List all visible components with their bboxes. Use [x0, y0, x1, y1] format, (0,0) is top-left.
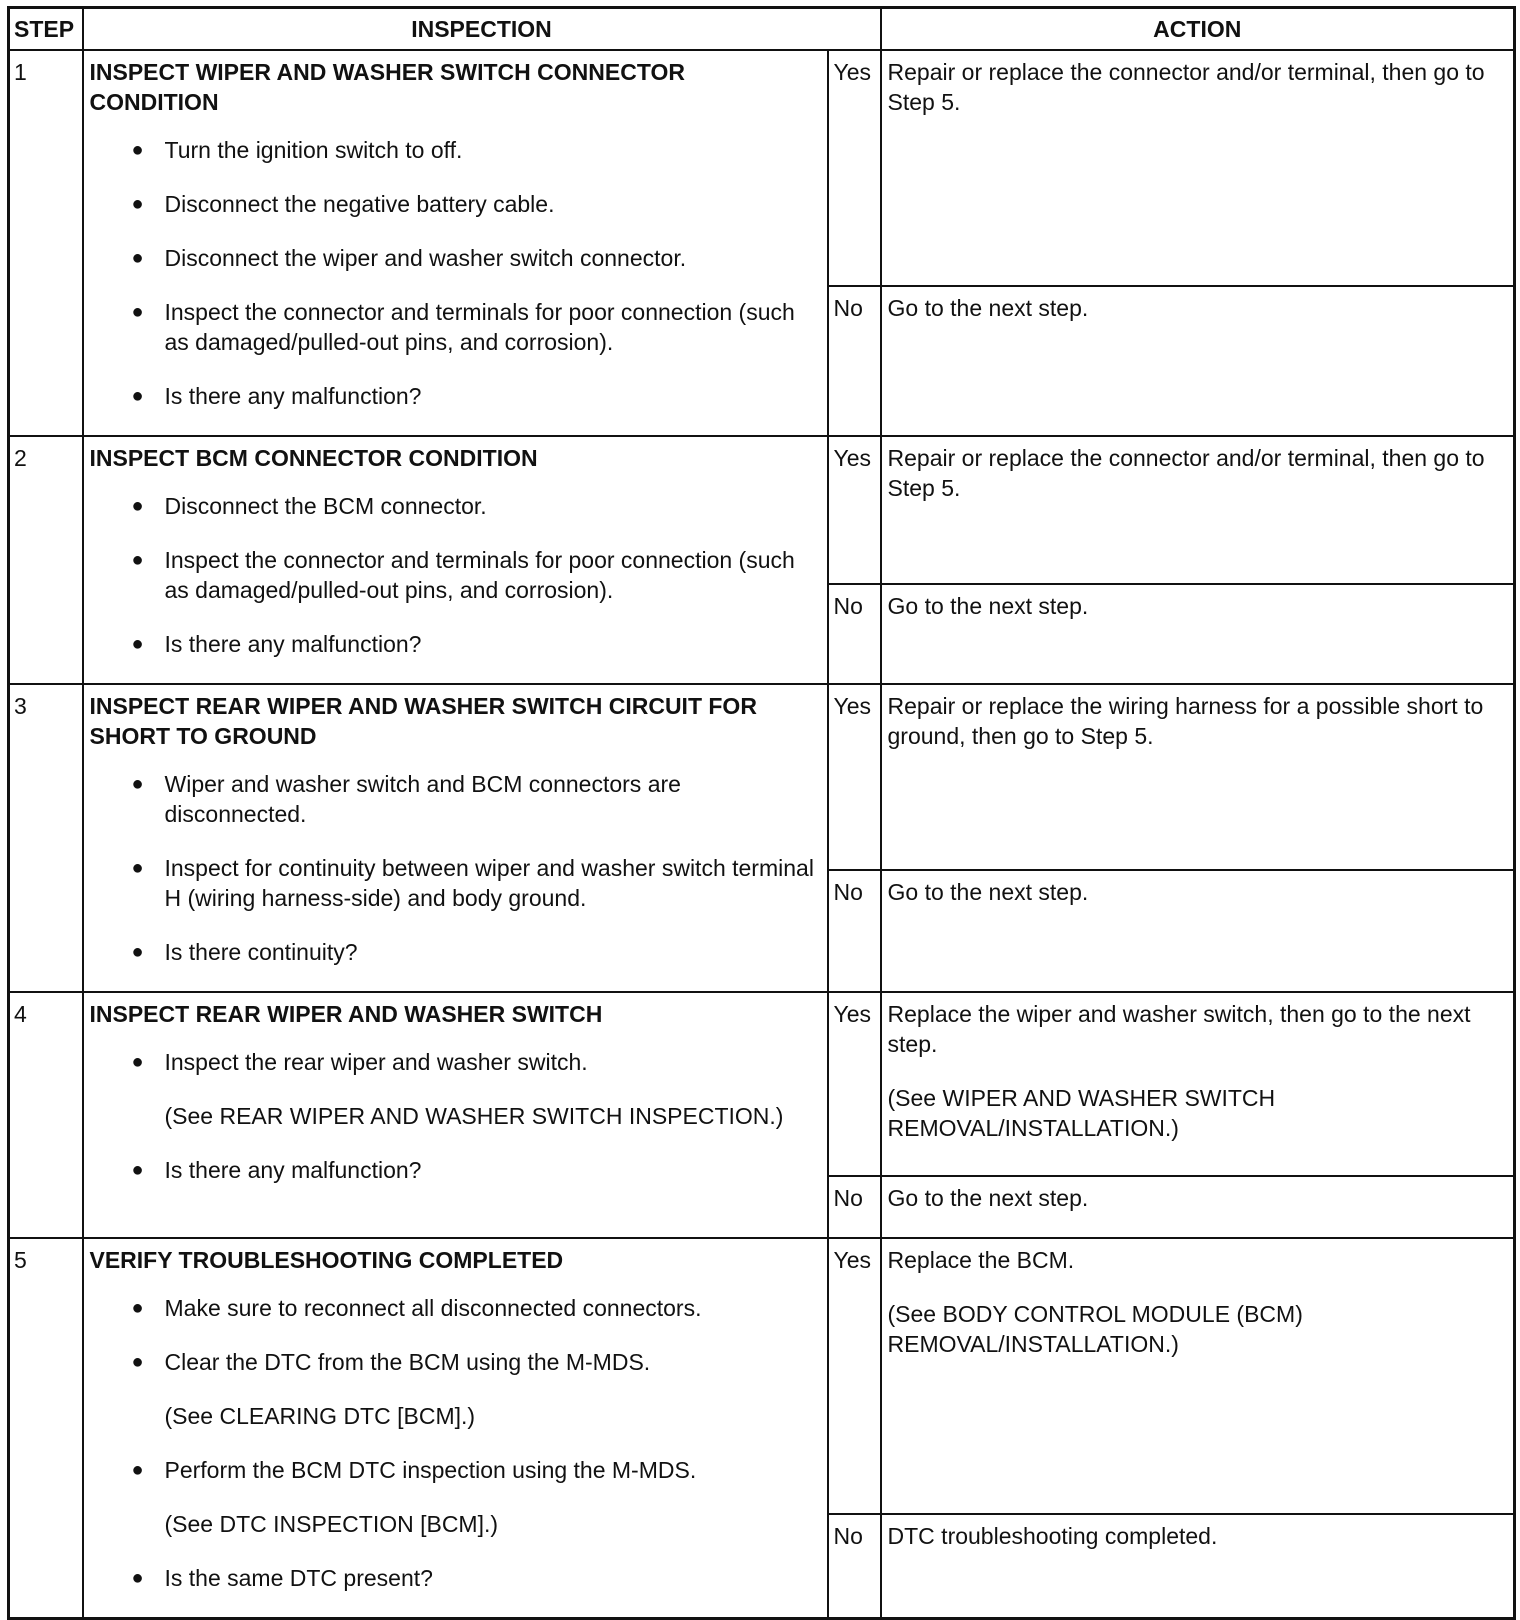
action-text: Repair or replace the wiring harness for a possible short to ground, then go to Step 5.: [887, 693, 1484, 749]
action-text: Replace the wiper and washer switch, then go to the next step.: [887, 1001, 1471, 1057]
no-label: No: [828, 870, 881, 992]
action-text: DTC troubleshooting completed.: [887, 1523, 1218, 1549]
step-row-yes: [9, 992, 1515, 1176]
yes-action: [881, 1238, 1515, 1514]
inspection-list: [90, 769, 817, 967]
inspection-list: [90, 1047, 817, 1185]
yes-action: [881, 50, 1515, 286]
inspection-cell: [83, 436, 828, 684]
action-text: Go to the next step.: [887, 879, 1089, 905]
inspection-bullet-item: ● Make sure to reconnect all disconnected connectors.: [90, 1293, 817, 1323]
inspection-title: INSPECT WIPER AND WASHER SWITCH CONNECTOR CONDITION: [89, 59, 685, 115]
step-number: 4: [9, 992, 83, 1238]
inspection-cell: [83, 1238, 828, 1619]
inspection-bullet-item: ● Inspect for continuity between wiper and washer switch terminal H (wiring harness-side) and body ground.: [90, 853, 817, 913]
no-action: [881, 870, 1515, 992]
header-row: [9, 8, 1515, 51]
troubleshooting-sheet: [7, 6, 1513, 1620]
no-action: [881, 1514, 1515, 1619]
step-number: 3: [9, 684, 83, 992]
action-text: (See BODY CONTROL MODULE (BCM) REMOVAL/INSTALLATION.): [887, 1301, 1303, 1357]
step-row-yes: [9, 50, 1515, 286]
yes-action: [881, 992, 1515, 1176]
inspection-bullet-item: ● Disconnect the wiper and washer switch connector.: [90, 243, 817, 273]
step-row-yes: [9, 436, 1515, 584]
inspection-bullet-item: ● Is there any malfunction?: [90, 629, 817, 659]
troubleshooting-table: [7, 6, 1516, 1620]
yes-action: [881, 684, 1515, 870]
header-action: ACTION: [881, 8, 1515, 51]
inspection-bullet-item: ● Is the same DTC present?: [90, 1563, 817, 1593]
yes-label: Yes: [828, 50, 881, 286]
inspection-reference: (See DTC INSPECTION [BCM].): [164, 1511, 499, 1537]
no-label: No: [828, 286, 881, 436]
yes-label: Yes: [828, 436, 881, 584]
header-inspection: INSPECTION: [83, 8, 881, 51]
no-label: No: [828, 1176, 881, 1238]
no-action: [881, 286, 1515, 436]
step-row-yes: [9, 1238, 1515, 1514]
inspection-list: [90, 491, 817, 659]
yes-label: Yes: [828, 684, 881, 870]
step-number: 1: [9, 50, 83, 436]
inspection-title: INSPECT REAR WIPER AND WASHER SWITCH: [89, 1001, 603, 1027]
inspection-bullet-item: ● Is there continuity?: [90, 937, 817, 967]
no-label: No: [828, 1514, 881, 1619]
inspection-bullet-item: ● Clear the DTC from the BCM using the M-MDS.: [90, 1347, 817, 1377]
inspection-bullet-item: ● Disconnect the negative battery cable.: [90, 189, 817, 219]
inspection-title: INSPECT BCM CONNECTOR CONDITION: [89, 445, 538, 471]
inspection-title: INSPECT REAR WIPER AND WASHER SWITCH CIRCUIT FOR SHORT TO GROUND: [89, 693, 757, 749]
inspection-bullet-item: ● Is there any malfunction?: [90, 1155, 817, 1185]
step-number: 2: [9, 436, 83, 684]
action-text: Go to the next step.: [887, 295, 1089, 321]
inspection-reference: (See REAR WIPER AND WASHER SWITCH INSPECTION.): [164, 1103, 784, 1129]
no-action: [881, 1176, 1515, 1238]
inspection-bullet-item: ● Perform the BCM DTC inspection using the M-MDS.: [90, 1455, 817, 1485]
inspection-bullet-item: ● Inspect the connector and terminals for poor connection (such as damaged/pulled-out pins, and corrosion).: [90, 545, 817, 605]
action-text: (See WIPER AND WASHER SWITCH REMOVAL/INSTALLATION.): [887, 1085, 1276, 1141]
inspection-cell: [83, 50, 828, 436]
yes-label: Yes: [828, 1238, 881, 1514]
step-number: 5: [9, 1238, 83, 1619]
yes-label: Yes: [828, 992, 881, 1176]
inspection-title: VERIFY TROUBLESHOOTING COMPLETED: [89, 1247, 564, 1273]
inspection-bullet-item: ● Wiper and washer switch and BCM connectors are disconnected.: [90, 769, 817, 829]
inspection-cell: [83, 992, 828, 1238]
steps-body: [9, 50, 1515, 1619]
inspection-bullet-item: ● Disconnect the BCM connector.: [90, 491, 817, 521]
inspection-bullet-item: ● Is there any malfunction?: [90, 381, 817, 411]
inspection-bullet-item: ● Turn the ignition switch to off.: [90, 135, 817, 165]
yes-action: [881, 436, 1515, 584]
inspection-bullet-item: ● Inspect the rear wiper and washer switch.: [90, 1047, 817, 1077]
no-label: No: [828, 584, 881, 684]
action-text: Repair or replace the connector and/or terminal, then go to Step 5.: [887, 445, 1485, 501]
inspection-list: [90, 1293, 817, 1593]
no-action: [881, 584, 1515, 684]
inspection-list: [90, 135, 817, 411]
inspection-cell: [83, 684, 828, 992]
action-text: Repair or replace the connector and/or terminal, then go to Step 5.: [887, 59, 1485, 115]
action-text: Go to the next step.: [887, 593, 1089, 619]
inspection-reference: (See CLEARING DTC [BCM].): [164, 1403, 476, 1429]
action-text: Replace the BCM.: [887, 1247, 1075, 1273]
header-step: STEP: [9, 8, 83, 51]
step-row-yes: [9, 684, 1515, 870]
inspection-bullet-item: ● Inspect the connector and terminals for poor connection (such as damaged/pulled-out pins, and corrosion).: [90, 297, 817, 357]
action-text: Go to the next step.: [887, 1185, 1089, 1211]
